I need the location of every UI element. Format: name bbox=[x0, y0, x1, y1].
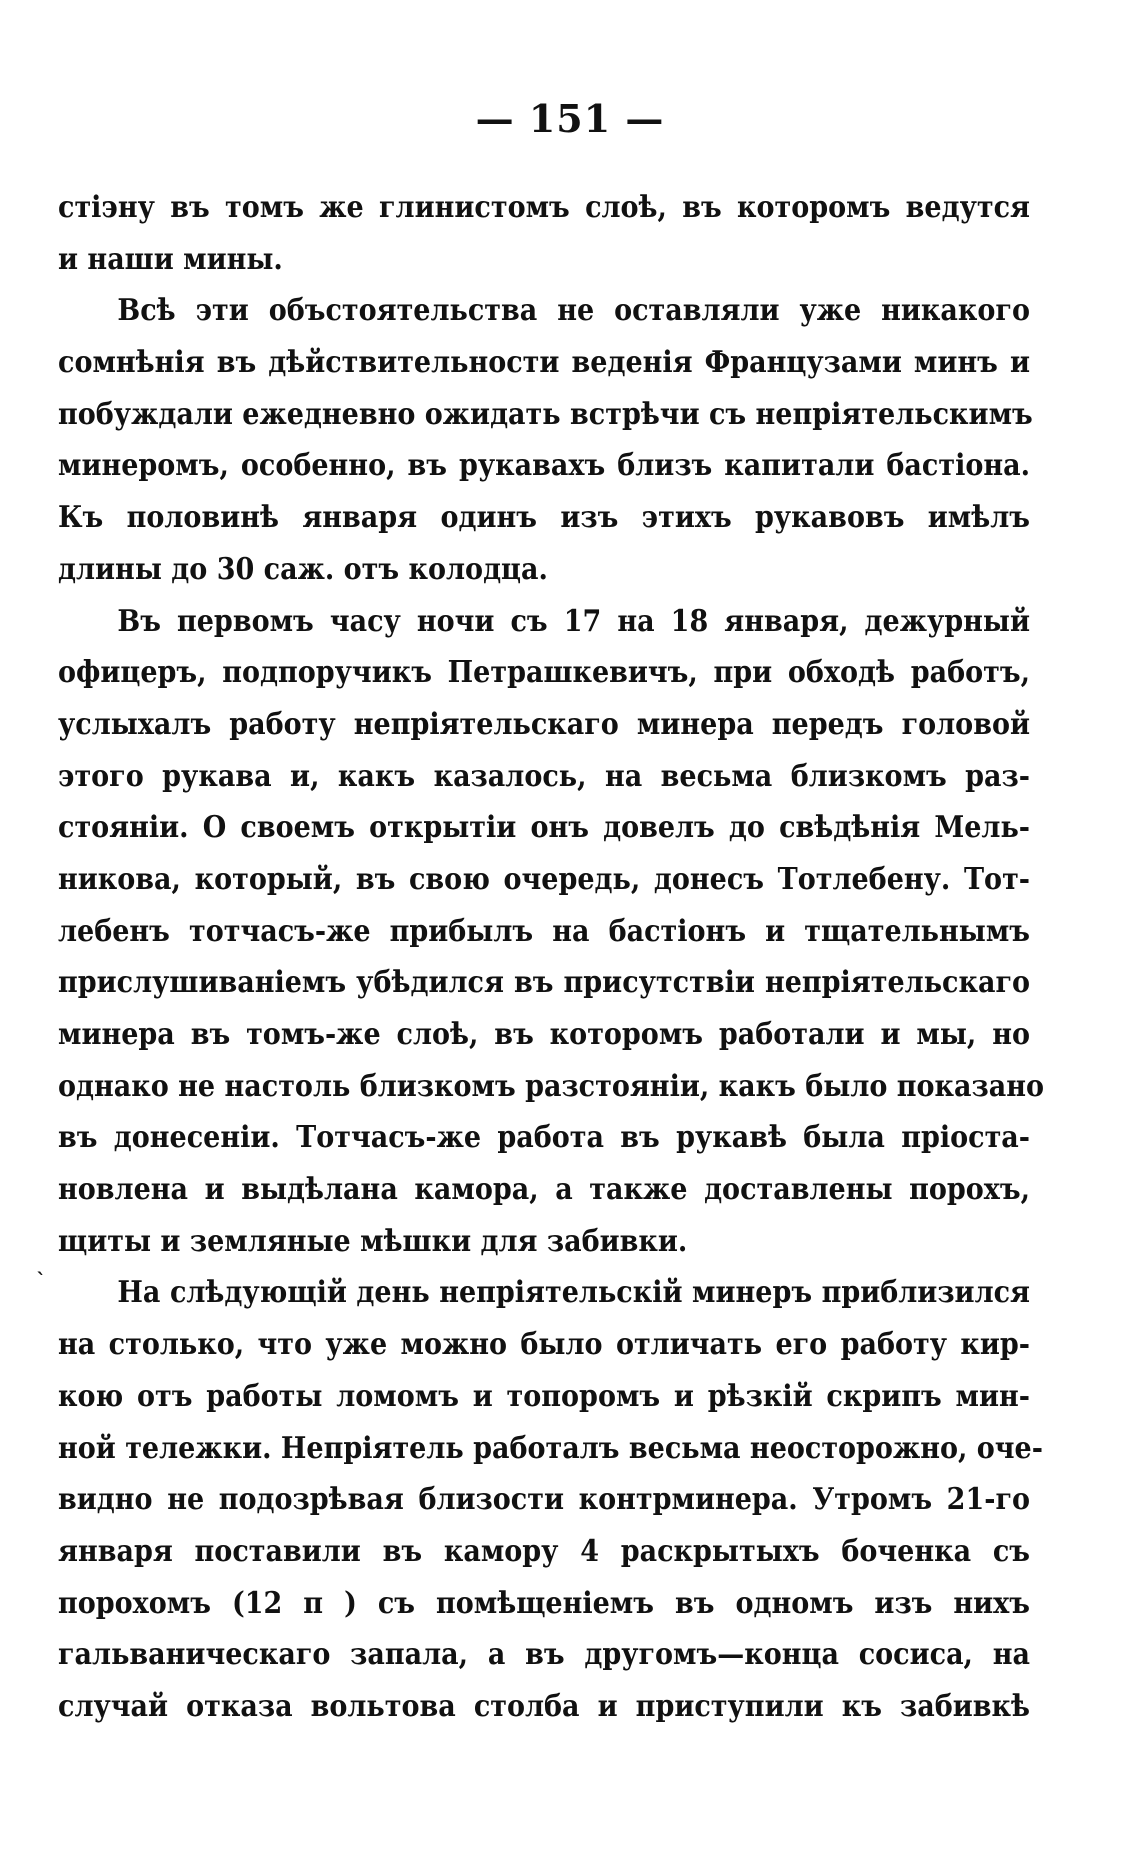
text-line: услыхалъ работу непріятельскаго минера передъ головой bbox=[58, 706, 1030, 742]
text-line: побуждали ежедневно ожидать встрѣчи съ непріятельскимъ bbox=[58, 396, 1033, 432]
text-line: лебенъ тотчасъ-же прибылъ на бастіонъ и тщательнымъ bbox=[58, 913, 1030, 949]
text-line: щиты и земляные мѣшки для забивки. bbox=[58, 1223, 688, 1259]
text-line: сомнѣнія въ дѣйствительности веденія Французами минъ и bbox=[58, 345, 1030, 381]
text-line: кою отъ работы ломомъ и топоромъ и рѣзкій скрипъ мин- bbox=[58, 1378, 1030, 1414]
text-line: На слѣдующій день непріятельскій минеръ приблизился bbox=[117, 1275, 1030, 1311]
text-line: однако не настоль близкомъ разстояніи, какъ было показано bbox=[58, 1068, 1045, 1104]
body-text bbox=[58, 182, 1045, 1733]
text-line: видно не подозрѣвая близости контрминера. Утромъ 21-го bbox=[58, 1482, 1030, 1518]
text-line: никова, который, въ свою очередь, донесъ Тотлебену. Тот- bbox=[58, 861, 1030, 897]
text-line: длины до 30 саж. отъ колодца. bbox=[58, 551, 548, 587]
text-line: прислушиваніемъ убѣдился въ присутствіи непріятельскаго bbox=[58, 965, 1030, 1001]
text-line: порохомъ (12 п ) съ помѣщеніемъ въ одномъ изъ нихъ bbox=[58, 1585, 1030, 1621]
text-line: этого рукава и, какъ казалось, на весьма близкомъ раз- bbox=[58, 758, 1030, 794]
text-line: минера въ томъ-же слоѣ, въ которомъ работали и мы, но bbox=[58, 1017, 1030, 1052]
margin-mark: ` bbox=[36, 1268, 46, 1292]
text-line: стояніи. О своемъ открытіи онъ довелъ до свѣдѣнія Мель- bbox=[58, 810, 1030, 846]
text-line: въ донесеніи. Тотчасъ-же работа въ рукавѣ была пріоста- bbox=[58, 1120, 1030, 1156]
text-line: офицеръ, подпоручикъ Петрашкевичъ, при обходѣ работъ, bbox=[58, 655, 1030, 691]
text-line: Всѣ эти объстоятельства не оставляли уже никакого bbox=[117, 293, 1030, 329]
text-line: случай отказа вольтова столба и приступили къ забивкѣ bbox=[58, 1688, 1030, 1724]
text-line: января поставили въ камору 4 раскрытыхъ боченка съ bbox=[58, 1533, 1030, 1569]
text-line: и наши мины. bbox=[58, 241, 283, 277]
text-line: минеромъ, особенно, въ рукавахъ близъ капитали бастіона. bbox=[58, 448, 1030, 484]
text-line: на столько, что уже можно было отличать его работу кир- bbox=[58, 1327, 1030, 1363]
text-line: ной тележки. Непріятель работалъ весьма неосторожно, оче- bbox=[58, 1430, 1043, 1466]
text-line: стіэну въ томъ же глинистомъ слоѣ, въ которомъ ведутся bbox=[58, 190, 1030, 225]
text-line: Къ половинѣ января одинъ изъ этихъ рукавовъ имѣлъ bbox=[58, 500, 1030, 536]
text-line: Въ первомъ часу ночи съ 17 на 18 января, дежурный bbox=[117, 603, 1030, 639]
page-number: — 151 — bbox=[475, 96, 665, 141]
text-line: гальваническаго запала, а въ другомъ—конца сосиса, на bbox=[58, 1637, 1030, 1673]
text-line: новлена и выдѣлана камора, а также доставлены порохъ, bbox=[58, 1172, 1030, 1208]
